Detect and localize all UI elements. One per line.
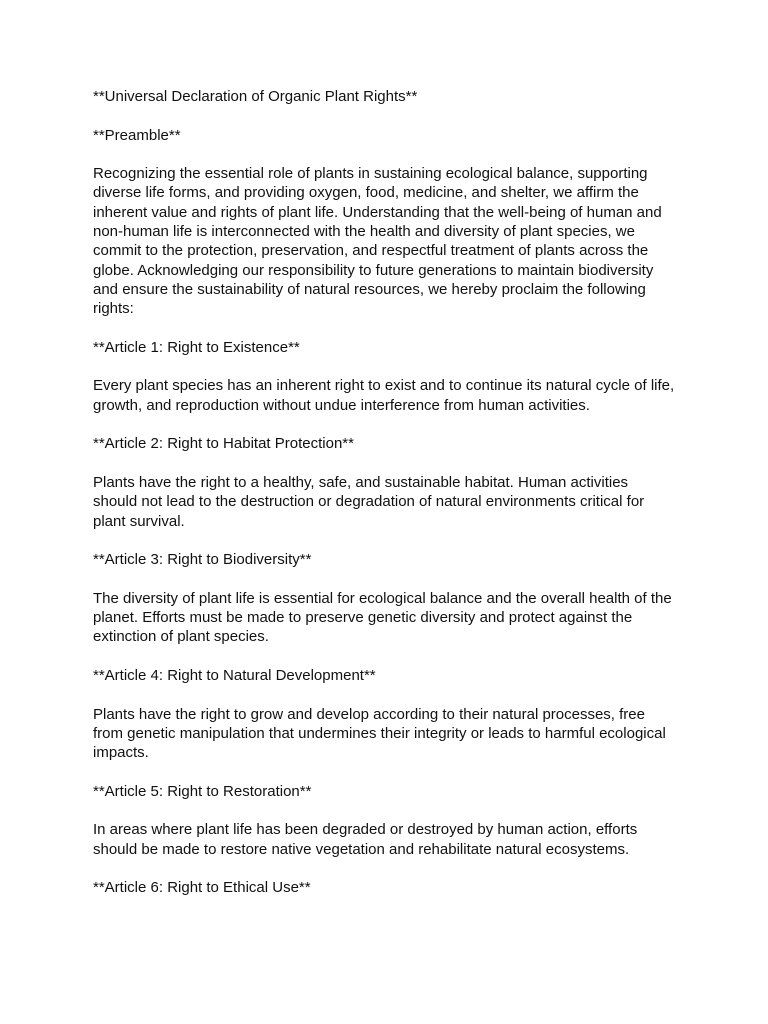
- article-3-heading: **Article 3: Right to Biodiversity**: [93, 551, 312, 569]
- article-6-heading: **Article 6: Right to Ethical Use**: [93, 879, 311, 897]
- article-4-paragraph: Plants have the right to grow and develop according to their natural processes, free from genetic manipulation that undermines their integrity or leads to harmful ecological impacts.: [93, 705, 666, 762]
- article-2-heading: **Article 2: Right to Habitat Protection**: [93, 435, 354, 453]
- preamble-paragraph: Recognizing the essential role of plants in sustaining ecological balance, supporting diverse life forms, and providing oxygen, food, medicine, and shelter, we affirm the inherent value and rights of plant life. Understanding that the well-being of human and non-human life is interconnected with the health and diversity of plant species, we commit to the protection, preservation, and respectful treatment of plants across the globe. Acknowledging our responsibility to future generations to maintain biodiversity and ensure the sustainability of natural resources, we hereby proclaim the following rights:: [93, 165, 662, 318]
- article-5-heading: **Article 5: Right to Restoration**: [93, 782, 312, 800]
- preamble-heading: **Preamble**: [93, 126, 181, 144]
- article-5-paragraph: In areas where plant life has been degraded or destroyed by human action, efforts should be made to restore native vegetation and rehabilitate natural ecosystems.: [93, 821, 638, 858]
- article-1-heading: **Article 1: Right to Existence**: [93, 338, 300, 356]
- article-2-paragraph: Plants have the right to a healthy, safe, and sustainable habitat. Human activities should not lead to the destruction or degradation of natural environments critical for plant survival.: [93, 473, 645, 530]
- article-1-paragraph: Every plant species has an inherent right to exist and to continue its natural cycle of life, growth, and reproduction without undue interference from human activities.: [93, 377, 675, 414]
- document-title: **Universal Declaration of Organic Plant Rights**: [93, 88, 418, 105]
- article-4-heading: **Article 4: Right to Natural Development**: [93, 666, 376, 684]
- document-body: [93, 87, 675, 917]
- article-3-paragraph: The diversity of plant life is essential for ecological balance and the overall health of the planet. Efforts must be made to preserve genetic diversity and protect against the extinction of plant species.: [93, 589, 672, 646]
